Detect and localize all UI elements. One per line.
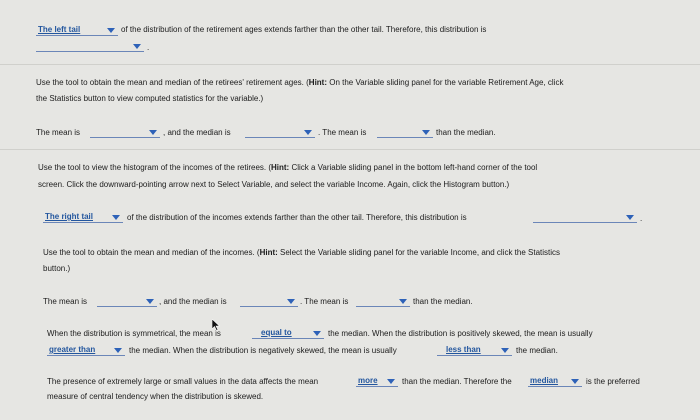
retirement-comparison-dropdown[interactable] [377, 125, 433, 138]
positive-skew-dropdown[interactable] [47, 343, 125, 356]
mean-comparison-label: . The mean is [300, 297, 349, 306]
instruction-part: Use the tool to view the histogram of the incomes of the retirees. ( [38, 163, 271, 172]
chevron-down-icon [146, 299, 154, 304]
dropdown-value: less than [446, 345, 481, 354]
income-distribution-shape-dropdown[interactable] [533, 210, 637, 223]
chevron-down-icon [287, 299, 295, 304]
chevron-down-icon [114, 348, 122, 353]
mean-comparison-label: . The mean is [318, 128, 367, 137]
statement-text: When the distribution is symmetrical, the mean is [47, 329, 221, 338]
instruction-text [38, 163, 537, 173]
question-text: of the distribution of the incomes extends farther than the other tail. Therefore, this distribution is [127, 213, 467, 222]
median-label: , and the median is [159, 297, 227, 306]
question-text: of the distribution of the retirement ages extends farther than the other tail. Therefore, this distribution is [121, 25, 487, 34]
statement-text: the median. [516, 346, 558, 355]
chevron-down-icon [387, 379, 395, 384]
instruction-text [43, 248, 560, 258]
distribution-shape-dropdown[interactable] [36, 39, 144, 52]
instruction-part: Use the tool to obtain the mean and median of the retirees' retirement ages. ( [36, 78, 309, 87]
preferred-measure-dropdown[interactable] [528, 374, 582, 387]
mean-affected-dropdown[interactable] [356, 374, 398, 387]
statement-text: is the preferred [586, 377, 640, 386]
income-comparison-dropdown[interactable] [356, 294, 410, 307]
than-median-label: than the median. [413, 297, 473, 306]
statement-text: The presence of extremely large or small values in the data affects the mean [47, 377, 319, 386]
chevron-down-icon [107, 28, 115, 33]
chevron-down-icon [133, 44, 141, 49]
instruction-text: the Statistics button to view computed statistics for the variable.) [36, 94, 264, 103]
median-label: , and the median is [163, 128, 231, 137]
chevron-down-icon [304, 130, 312, 135]
symmetric-dropdown[interactable] [252, 326, 324, 339]
chevron-down-icon [313, 331, 321, 336]
dropdown-value: equal to [261, 328, 292, 337]
statement-text: the median. When the distribution is positively skewed, the mean is usually [328, 329, 593, 338]
hint-label: Hint: [308, 78, 328, 87]
instruction-part: On the Variable sliding panel for the variable Retirement Age, click [327, 78, 564, 87]
left-tail-dropdown[interactable] [36, 23, 118, 36]
divider [0, 149, 700, 150]
mean-label: The mean is [36, 128, 81, 137]
chevron-down-icon [149, 130, 157, 135]
mouse-cursor-icon [212, 319, 220, 331]
instruction-part: Click a Variable sliding panel in the bottom left-hand corner of the tool [289, 163, 538, 172]
period: . [640, 214, 643, 223]
instruction-text [36, 78, 563, 88]
statement-text: than the median. Therefore the [402, 377, 512, 386]
chevron-down-icon [422, 130, 430, 135]
income-median-dropdown[interactable] [240, 294, 298, 307]
instruction-text: screen. Click the downward-pointing arrow next to Select Variable, and select the variable Income. Again, click the Histogram button.) [38, 180, 510, 189]
divider [0, 64, 700, 65]
income-mean-dropdown[interactable] [97, 294, 157, 307]
right-tail-dropdown[interactable] [43, 210, 123, 223]
instruction-part: Select the Variable sliding panel for the variable Income, and click the Statistics [277, 248, 561, 257]
dropdown-value: median [530, 376, 559, 385]
chevron-down-icon [112, 215, 120, 220]
chevron-down-icon [501, 348, 509, 353]
retirement-mean-dropdown[interactable] [90, 125, 160, 138]
statement-text: the median. When the distribution is negatively skewed, the mean is usually [129, 346, 397, 355]
retirement-median-dropdown[interactable] [245, 125, 315, 138]
dropdown-value: The left tail [38, 25, 81, 34]
statement-text: measure of central tendency when the distribution is skewed. [47, 392, 264, 401]
chevron-down-icon [399, 299, 407, 304]
chevron-down-icon [571, 379, 579, 384]
instruction-text: button.) [43, 264, 71, 273]
instruction-part: Use the tool to obtain the mean and median of the incomes. ( [43, 248, 260, 257]
hint-label: Hint: [259, 248, 278, 257]
hint-label: Hint: [271, 163, 290, 172]
dropdown-value: greater than [49, 345, 96, 354]
dropdown-value: more [358, 376, 378, 385]
dropdown-value: The right tail [45, 212, 93, 221]
chevron-down-icon [626, 215, 634, 220]
than-median-label: than the median. [436, 128, 496, 137]
period: . [147, 43, 150, 52]
mean-label: The mean is [43, 297, 88, 306]
negative-skew-dropdown[interactable] [437, 343, 512, 356]
